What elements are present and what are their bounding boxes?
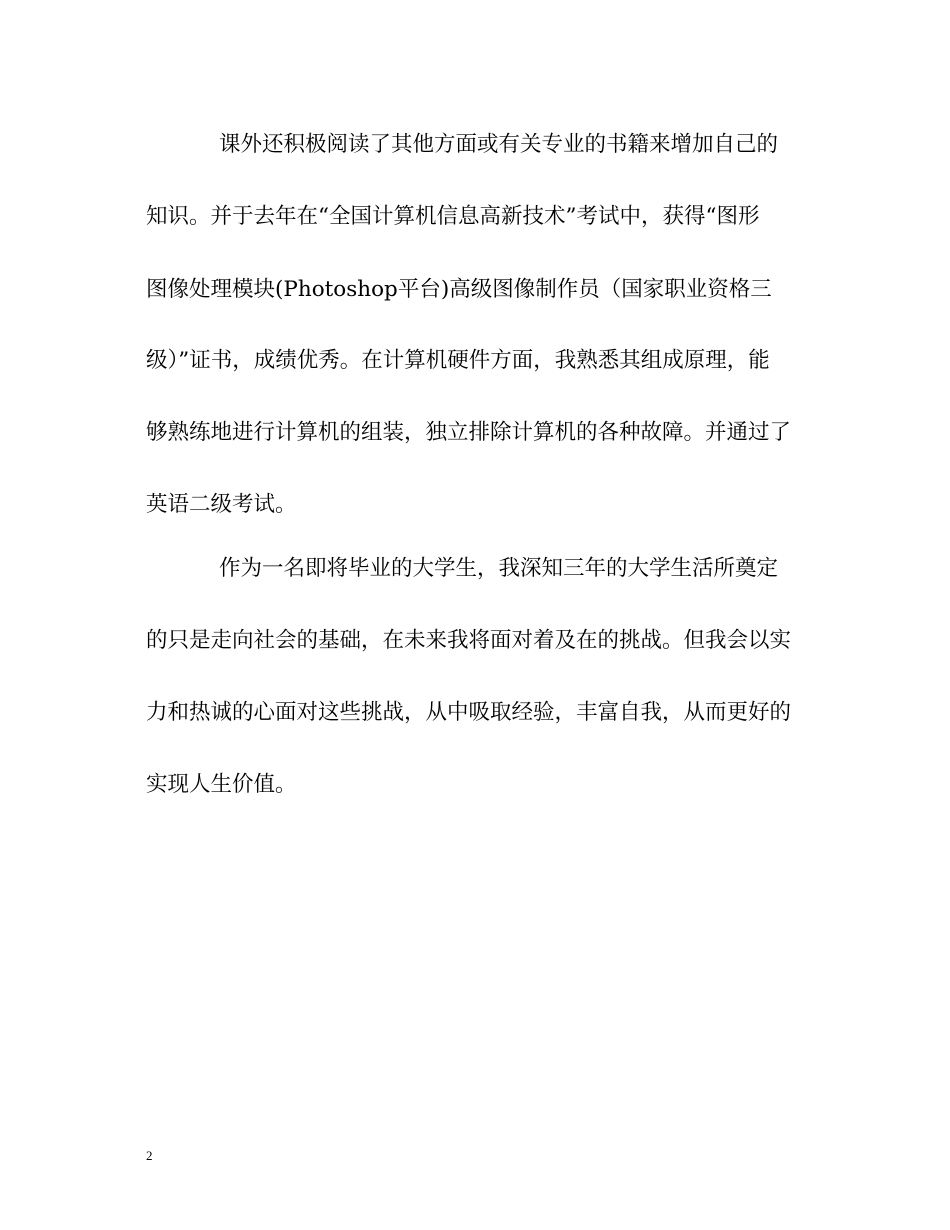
paragraph-1-line-1: 课外还积极阅读了其他方面或有关专业的书籍来增加自己的 (219, 132, 779, 157)
paragraph-1-line-4: 级）”证书，成绩优秀。在计算机硬件方面，我熟悉其组成原理，能 (146, 348, 770, 373)
paragraph-1-line-2: 知识。并于去年在“全国计算机信息高新技术”考试中，获得“图形 (146, 204, 760, 229)
paragraph-1-line-3: 图像处理模块(Photoshop平台)高级图像制作员（国家职业资格三 (146, 277, 772, 302)
page-number: 2 (146, 1148, 153, 1163)
paragraph-2-line-4: 实现人生价值。 (146, 772, 297, 797)
paragraph-1-line-5: 够熟练地进行计算机的组装，独立排除计算机的各种故障。并通过了 (146, 420, 792, 445)
paragraph-2-line-3: 力和热诚的心面对这些挑战，从中吸取经验，丰富自我，从而更好的 (146, 700, 792, 725)
paragraph-1-line-6: 英语二级考试。 (146, 492, 297, 517)
paragraph-2-line-2: 的只是走向社会的基础，在未来我将面对着及在的挑战。但我会以实 (146, 628, 792, 653)
paragraph-2-line-1: 作为一名即将毕业的大学生，我深知三年的大学生活所奠定 (219, 556, 779, 581)
